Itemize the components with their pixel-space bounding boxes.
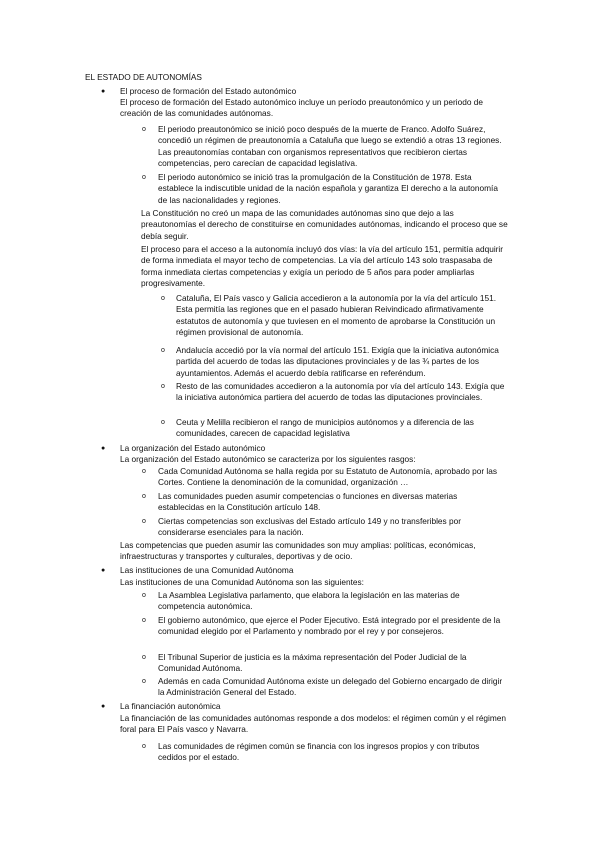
sub-bullet-icon: o — [142, 617, 146, 624]
section-intro-formacion: El proceso de formación del Estado autonómico incluye un período preautonómico y un periodo de creación de las comunidades autónomas. — [120, 97, 483, 119]
list-item: Además en cada Comunidad Autónoma existe un delegado del Gobierno encargado de dirigir la Administración General del Estado. — [158, 676, 503, 698]
paragraph: El proceso para el acceso a la autonomía incluyó dos vías: la vía del artículo 151, permitía adquirir de forma inmediata el mayor techo de competencias. La vía del artículo 143 solo traspasaba de forma inmediata ciertas competencias y exigía un periodo de 5 años para poder ampliarlas progresivamente. — [141, 244, 504, 288]
bullet-icon: ● — [101, 445, 106, 452]
section-intro-financiacion: La financiación de las comunidades autónomas responde a dos modelos: el régimen común y el régimen foral para El País vasco y Navarra. — [120, 713, 507, 735]
list-item: Ceuta y Melilla recibieron el rango de municipios autónomos y a diferencia de las comunidades, carecen de capacidad legislativa — [176, 417, 474, 439]
sub-bullet-icon: o — [161, 419, 165, 426]
section-intro-instituciones: Las instituciones de una Comunidad Autónoma son las siguientes: — [120, 577, 364, 587]
section-heading-organizacion: La organización del Estado autonómico — [120, 443, 266, 453]
list-item: El gobierno autonómico, que ejerce el Poder Ejecutivo. Está integrado por el presidente de la comunidad elegido por el Parlamento y nombrado por el rey y por consejeros. — [158, 615, 501, 637]
sub-bullet-icon: o — [142, 654, 146, 661]
sub-bullet-icon: o — [161, 347, 165, 354]
list-item: El periodo autonómico se inició tras la promulgación de la Constitución de 1978. Esta establece la indiscutible unidad de la nación española y garantiza El derecho a la autonomía de las nacionalidades y regiones. — [158, 172, 498, 205]
sub-bullet-icon: o — [142, 493, 146, 500]
sub-bullet-icon: o — [142, 743, 146, 750]
list-item: Las comunidades de régimen común se financia con los ingresos propios y con tributos cedidos por el estado. — [158, 741, 480, 763]
sub-bullet-icon: o — [142, 174, 146, 181]
sub-bullet-icon: o — [142, 468, 146, 475]
section-intro-organizacion: La organización del Estado autonómico se caracteriza por los siguientes rasgos: — [120, 454, 416, 464]
sub-bullet-icon: o — [161, 295, 165, 302]
list-item: Andalucía accedió por la vía normal del artículo 151. Exigía que la iniciativa autonómica partida del acuerdo de todas las diputaciones provinciales y de las ¾ partes de los ayuntamientos. Además el acuerdo debía ratificarse en referéndum. — [176, 345, 499, 378]
sub-bullet-icon: o — [142, 678, 146, 685]
sub-bullet-icon: o — [161, 383, 165, 390]
sub-bullet-icon: o — [142, 518, 146, 525]
list-item: Las comunidades pueden asumir competencias o funciones en diversas materias establecidas en la Constitución artículo 148. — [158, 491, 458, 513]
bullet-icon: ● — [101, 703, 106, 710]
list-item: El Tribunal Superior de justicia es la máxima representación del Poder Judicial de la Comunidad Autónoma. — [158, 652, 467, 674]
list-item: Resto de las comunidades accedieron a la autonomía por vía del artículo 143. Exigía que la iniciativa autonómica partiera del acuerdo de todas las diputaciones provinciales. — [176, 381, 505, 403]
list-item: Cada Comunidad Autónoma se halla regida por su Estatuto de Autonomía, aprobado por las Cortes. Contiene la denominación de la comunidad, organización … — [158, 466, 498, 488]
bullet-icon: ● — [101, 567, 106, 574]
section-heading-financiacion: La financiación autonómica — [120, 701, 221, 711]
section-heading-instituciones: Las instituciones de una Comunidad Autónoma — [120, 565, 294, 575]
document-title: EL ESTADO DE AUTONOMÍAS — [85, 72, 202, 82]
list-item: Ciertas competencias son exclusivas del Estado artículo 149 y no transferibles por considerarse esenciales para la nación. — [158, 516, 461, 538]
bullet-icon: ● — [101, 88, 106, 95]
paragraph: Las competencias que pueden asumir las comunidades son muy amplias: políticas, económicas, infraestructuras y transportes y culturales, deportivas y de ocio. — [120, 540, 476, 562]
list-item: Cataluña, El País vasco y Galicia accedieron a la autonomía por la vía del artículo 151. Esta permitía las regiones que en el pasado hubieran Reivindicado afirmativamente estatutos de autonomía y que tuviesen en el momento de aprobarse la Constitución un régimen provisional de autonomía. — [176, 293, 497, 337]
section-heading-formacion: El proceso de formación del Estado autonómico — [120, 86, 297, 96]
list-item: La Asamblea Legislativa parlamento, que elabora la legislación en las materias de competencia autonómica. — [158, 590, 460, 612]
sub-bullet-icon: o — [142, 126, 146, 133]
sub-bullet-icon: o — [142, 592, 146, 599]
list-item: El periodo preautonómico se inició poco después de la muerte de Franco. Adolfo Suárez, concedió un régimen de preautonomía a Cataluña que luego se extendió a otras 13 regiones. Las preautonomías contaban con organismos representativos que recibieron ciertas competencias, pero carecían de capacidad legislativa. — [158, 124, 502, 168]
paragraph: La Constitución no creó un mapa de las comunidades autónomas sino que dejo a las preautonomías el derecho de constituirse en comunidades autónomas, indicando el proceso que se debía seguir. — [141, 208, 508, 241]
